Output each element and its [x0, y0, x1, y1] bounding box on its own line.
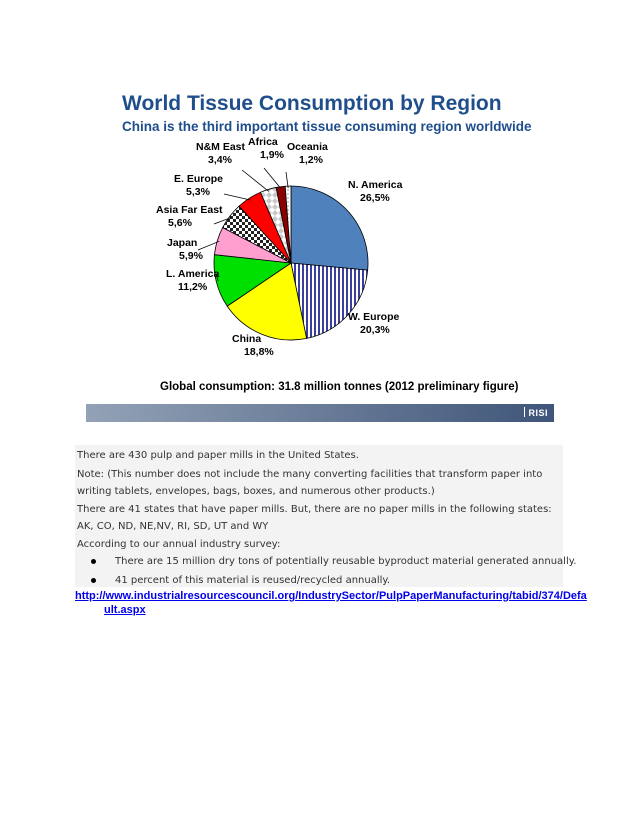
pie-label-l-america: L. America 11,2% — [166, 268, 220, 293]
pie-label-asia-far-east: Asia Far East 5,6% — [156, 204, 223, 229]
note-paragraph-mills: There are 430 pulp and paper mills in the United States. — [77, 450, 359, 461]
source-link-line2: ult.aspx — [104, 604, 146, 616]
chart-subtitle: China is the third important tissue consuming region worldwide — [122, 119, 532, 134]
bullet-dot — [91, 559, 96, 564]
pie-slice-n-america — [291, 186, 368, 270]
pie-leader-line — [264, 168, 281, 189]
pie-label-oceania: Oceania 1,2% — [287, 141, 328, 166]
pie-label-w-europe: W. Europe 20,3% — [348, 311, 400, 336]
notes-section — [75, 445, 577, 587]
note-paragraph-states: There are 41 states that have paper mills. But, there are no paper mills in the following states: AK, CO, ND, NE,NV, RI, SD, UT and WY — [77, 504, 552, 532]
bullet-text: There are 15 million dry tons of potentially reusable byproduct material generated annually. — [115, 556, 577, 567]
note-paragraph-survey: According to our annual industry survey: — [77, 539, 281, 550]
bullet-dot — [91, 578, 96, 583]
source-link-line1: http://www.industrialresourcescouncil.org/IndustrySector/PulpPaperManufacturing/tabid/374/Defa — [75, 590, 587, 602]
chart-title: World Tissue Consumption by Region — [122, 92, 502, 115]
pie-label-e-europe: E. Europe 5,3% — [174, 173, 224, 198]
pie-label-n-m-east: N&M East 3,4% — [196, 141, 246, 166]
pie-leader-line — [286, 172, 288, 188]
chart-caption: Global consumption: 31.8 million tonnes (2012 preliminary figure) — [160, 381, 519, 393]
pie-label-africa: Africa 1,9% — [248, 136, 284, 161]
risi-logo: RISI — [524, 407, 548, 418]
source-link[interactable] — [75, 589, 587, 617]
note-paragraph-converting: Note: (This number does not include the many converting facilities that transform paper into writing tablets, envelopes, bags, boxes, and numerous other products.) — [77, 469, 543, 497]
pie-label-n-america: N. America 26,5% — [348, 179, 403, 204]
pie-label-japan: Japan 5,9% — [167, 237, 203, 262]
pie-slices — [214, 186, 368, 340]
pie-label-china: China 18,8% — [232, 333, 274, 358]
pie-leader-line — [224, 194, 250, 200]
chart-figure — [86, 84, 554, 424]
bullet-text: 41 percent of this material is reused/recycled annually. — [115, 575, 391, 586]
pie-leader-line — [242, 170, 269, 191]
footer-band — [86, 404, 554, 422]
pie-chart — [86, 84, 554, 404]
